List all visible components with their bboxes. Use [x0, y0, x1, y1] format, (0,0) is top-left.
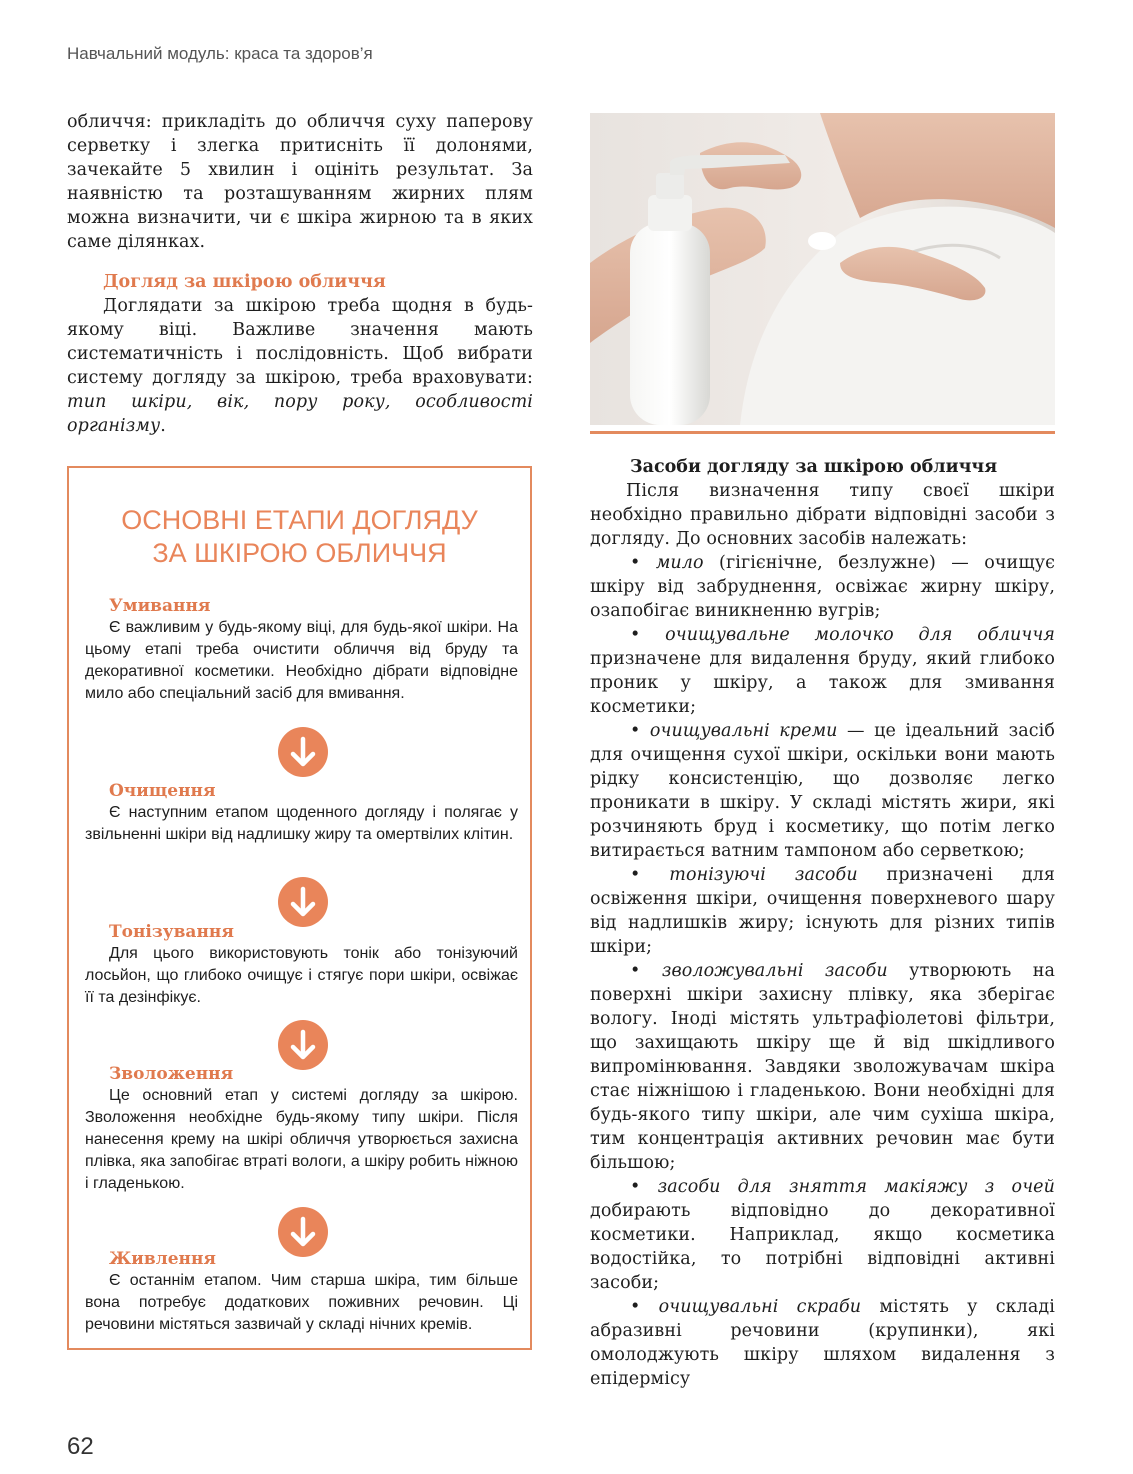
intro-paragraph: обличчя: прикладіть до обличчя суху паперову серветку і злегка притисніть її долонями, зачекайте 5 хвилин і оцініть результат. За наявністю та розташуванням жирних плям можна визначити, чи є шкіра жирною та в яких саме ділянках.: [67, 112, 533, 252]
product-desc: призначені для освіження шкіри, очищення поверхневого шару від надлишків жиру; існують для різних типів шкіри;: [590, 865, 1055, 957]
product-desc: утворюють на поверхні шкіри захисну плівку, яка зберігає вологу. Іноді містять ультрафіолетові фільтри, що захищають шкіру ще й від шкідливого випромінювання. Завдяки зволожувачам шкіра стає ніжнішою і гладенькою. Вони необхідні для будь-якого типу шкіри, але чим сухіша шкіра, тим концентрація активних речовин має бути більшою;: [590, 961, 1055, 1173]
arrow-down-circle-icon: [278, 727, 328, 777]
product-term: засоби для зняття макіяжу з очей: [657, 1177, 1056, 1197]
stage-title: Тонізування: [109, 922, 234, 942]
stage-title: Живлення: [109, 1249, 216, 1269]
stage-toning: [85, 921, 518, 1009]
product-term: очищувальні скраби: [658, 1297, 862, 1317]
running-header: Навчальний модуль: краса та здоров’я: [67, 44, 373, 63]
product-item: • мило (гігієнічне, безлужне) — очищує шкіру від забруднення, освіжає жирну шкіру, озапобігає виникненню вугрів;: [590, 553, 1055, 621]
arrow-down-circle-icon: [278, 877, 328, 927]
stage-text: Є останнім етапом. Чим старша шкіра, тим більше вона потребує додаткових поживних речовин. Ці речовини містяться зазвичай у складі нічних кремів.: [85, 1272, 518, 1333]
stages-box: [67, 466, 532, 1350]
product-item: • зволожувальні засоби утворюють на поверхні шкіри захисну плівку, яка зберігає вологу. Іноді містять ультрафіолетові фільтри, що захищають шкіру ще й від шкідливого випромінювання. Завдяки зволожувачам шкіра стає ніжнішою і гладенькою. Вони необхідні для будь-якого типу шкіри, але чим сухіша шкіра, тим концентрація активних речовин має бути більшою;: [590, 961, 1055, 1173]
face-care-paragraph: [67, 294, 533, 438]
skincare-photo-illustration: [590, 113, 1055, 425]
right-column: [590, 455, 1055, 1391]
stages-box-title-line1: ОСНОВНІ ЕТАПИ ДОГЛЯДУ: [121, 505, 478, 535]
stages-box-title: [69, 504, 530, 570]
stage-title: Зволоження: [109, 1064, 234, 1084]
product-item: • тонізуючі засоби призначені для освіження шкіри, очищення поверхневого шару від надлишків жиру; існують для різних типів шкіри;: [590, 865, 1055, 957]
product-term: очищувальні креми: [649, 721, 838, 741]
product-desc: містять у складі абразивні речовини (крупинки), які омолоджують шкіру шляхом видалення з епідермісу: [590, 1297, 1056, 1389]
product-item: • очищувальне молочко для обличчя призначене для видалення бруду, який глибоко проник у шкіру, а також для змивання косметики;: [590, 625, 1055, 717]
stage-nourishing: [85, 1248, 518, 1336]
stage-text: Є наступним етапом щоденного догляду і полягає у звільненні шкіри від надлишку жиру та омертвілих клітин.: [85, 804, 518, 843]
stages-box-title-line2: ЗА ШКІРОЮ ОБЛИЧЧЯ: [152, 538, 447, 568]
product-item: • засоби для зняття макіяжу з очей добирають відповідно до декоративної косметики. Наприклад, якщо косметика водостійка, то потрібні відповідні активні засоби;: [590, 1177, 1056, 1293]
left-column: [67, 110, 533, 438]
stage-text: Це основний етап у системі догляду за шкірою. Зволоження необхідне будь-якому типу шкіри. Після нанесення крему на шкірі обличчя утворюється захисна плівка, яка запобігає втраті вологи, а шкіру робить ніжною і гладенькою.: [85, 1087, 518, 1192]
stage-moisturizing: [85, 1063, 518, 1195]
product-term: очищувальне молочко для обличчя: [665, 625, 1055, 645]
section-heading-face-care: Догляд за шкірою обличчя: [103, 272, 386, 292]
stage-washing: [85, 595, 518, 705]
section-heading-products: Засоби догляду за шкірою обличчя: [630, 457, 998, 477]
skincare-photo: [590, 113, 1055, 425]
stage-text: Є важливим у будь-якому віці, для будь-якої шкіри. На цьому етапі треба очистити обличчя від бруду та декоративної косметики. Необхідно дібрати відповідне мило або спеціальний засіб для вмивання.: [85, 619, 518, 702]
product-term: мило: [655, 553, 704, 573]
product-item: • очищувальні креми — це ідеальний засіб для очищення сухої шкіри, оскільки вони мають рідку консистенцію, що дозволяє легко проникати в шкіру. У складі містять жири, які розчиняють бруд і косметику, що потім легко витирається ватним тампоном або серветкою;: [590, 721, 1056, 861]
stage-cleansing: [85, 780, 518, 846]
products-intro: Після визначення типу своєї шкіри необхідно правильно дібрати відповідні засоби з догляду. До основних засобів належать:: [590, 481, 1055, 549]
product-desc: — це ідеальний засіб для очищення сухої шкіри, оскільки вони мають рідку консистенцію, що дозволяє легко проникати в шкіру. У складі містять жири, які розчиняють бруд і косметику, що потім легко витирається ватним тампоном або серветкою;: [590, 721, 1056, 861]
product-term: зволожувальні засоби: [661, 961, 888, 981]
product-term: тонізуючі засоби: [669, 865, 858, 885]
product-desc: призначене для видалення бруду, який глибоко проник у шкіру, а також для змивання косметики;: [590, 649, 1055, 717]
stage-title: Умивання: [109, 596, 211, 616]
face-care-end: .: [160, 416, 166, 436]
product-item: • очищувальні скраби містять у складі абразивні речовини (крупинки), які омолоджують шкіру шляхом видалення з епідермісу: [590, 1297, 1056, 1389]
stage-text: Для цього використовують тонік або тонізуючий лосьйон, що глибоко очищує і стягує пори шкіри, освіжає її та дезінфікує.: [85, 945, 518, 1006]
stage-title: Очищення: [109, 781, 216, 801]
page-number: 62: [67, 1433, 94, 1460]
face-care-factors: тип шкіри, вік, пору року, особливості організму: [67, 392, 533, 436]
product-desc: добирають відповідно до декоративної косметики. Наприклад, якщо косметика водостійка, то потрібні відповідні активні засоби;: [590, 1201, 1055, 1293]
face-care-text: Доглядати за шкірою треба щодня в будь-якому віці. Важливе значення мають систематичність і послідовність. Щоб вибрати систему догляду за шкірою, треба враховувати:: [67, 296, 533, 388]
product-desc: (гігієнічне, безлужне) — очищує шкіру від забруднення, освіжає жирну шкіру, озапобігає виникненню вугрів;: [590, 553, 1055, 621]
photo-divider: [590, 431, 1055, 434]
